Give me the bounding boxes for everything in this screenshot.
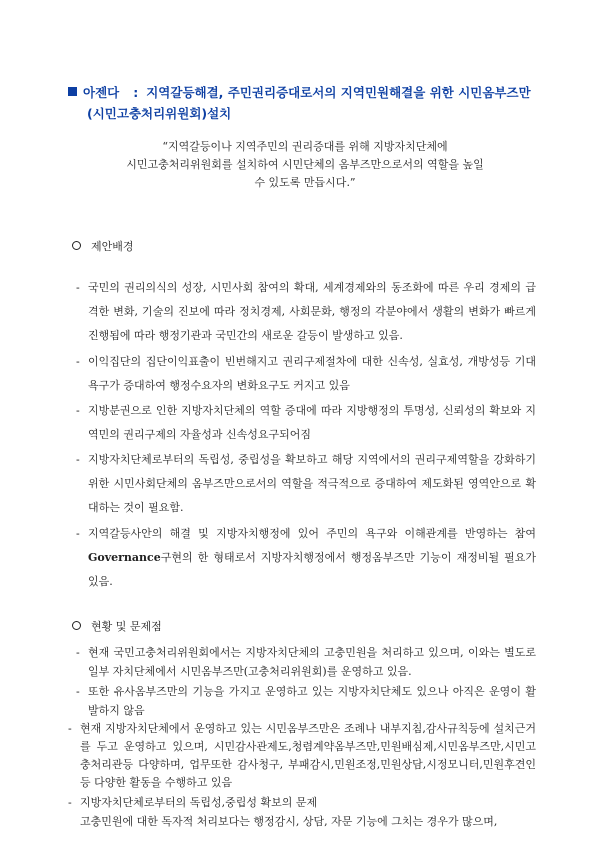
list-item bbox=[68, 793, 536, 812]
section-title: 제안배경 bbox=[91, 240, 134, 253]
dash-bullet: - bbox=[76, 281, 80, 294]
list-item bbox=[80, 812, 540, 831]
list-item bbox=[76, 350, 536, 398]
list-item-text: 지방자치단체로부터의 독립성, 중립성을 확보하고 해당 지역에서의 권리구제역할을 강화하기 위한 시민사회단체의 옴부즈만으로서의 역할을 적극적으로 증대하여 제도화된 영역안으로 확대하는 것이 필요함. bbox=[88, 453, 536, 514]
dash-bullet: - bbox=[76, 527, 80, 540]
agenda-separator: : bbox=[133, 85, 139, 100]
quote-line-3: 수 있도록 만듭시다.” bbox=[254, 176, 356, 189]
text-segment: 구현의 한 형태로서 지방자치행정에서 행정옴부즈만 기능이 재정비될 필요가 있음. bbox=[88, 551, 536, 588]
list-item-text: 또한 유사옴부즈만의 기능을 가지고 운영하고 있는 지방자치단체도 있으나 아직은 운영이 활발하지 않음 bbox=[88, 685, 536, 717]
list-item-text: 이익집단의 집단이익표출이 빈번해지고 권리구제절차에 대한 신속성, 실효성, 개방성등 기대욕구가 증대하여 행정수요자의 변화요구도 커지고 있음 bbox=[88, 355, 536, 392]
list-item-text bbox=[76, 522, 536, 594]
list-item bbox=[68, 720, 536, 792]
agenda-title-line2: (시민고충처리위원회)설치 bbox=[87, 106, 232, 121]
governance-term: Governance bbox=[88, 551, 161, 564]
list-item bbox=[76, 399, 536, 447]
quote-block bbox=[90, 138, 520, 192]
circle-bullet-icon bbox=[72, 241, 81, 250]
list-item-text: 지방자치단체로부터의 독립성,중립성 확보의 문제 bbox=[80, 796, 318, 809]
dash-bullet: - bbox=[68, 722, 72, 735]
list-item-text: 지방분권으로 인한 지방자치단체의 역할 증대에 따라 지방행정의 투명성, 신뢰성의 확보와 지역민의 권리구제의 자율성과 신속성요구되어짐 bbox=[88, 404, 536, 441]
square-bullet-icon bbox=[68, 87, 77, 96]
agenda-heading bbox=[68, 82, 548, 124]
circle-bullet-icon bbox=[72, 621, 81, 630]
list-item-text: 현재 지방자치단체에서 운영하고 있는 시민옴부즈만은 조례나 내부지침,감사규칙등에 설치근거를 두고 운영하고 있으며, 시민감사관제도,청렴계약옴부즈만,민원배심제,시민옴부즈만,시민고충처리관등 다양하며, 업무또한 감사청구, 부패감시,민원조정,민원상담,시정모니터,민원후견인등 다양한 활동을 수행하고 있음 bbox=[80, 722, 536, 789]
section-title: 현황 및 문제점 bbox=[91, 620, 162, 633]
quote-line-2: 시민고충처리위원회를 설치하여 시민단체의 옴부즈만으로서의 역할을 높일 bbox=[126, 158, 484, 171]
dash-bullet: - bbox=[76, 646, 80, 659]
list-item bbox=[76, 522, 536, 594]
text-segment: 지역갈등사안의 해결 및 지방자치행정에 있어 주민의 욕구와 이해관계를 반영하는 참여 bbox=[88, 527, 536, 540]
list-item bbox=[76, 448, 536, 520]
section-heading-background bbox=[72, 238, 134, 254]
list-item bbox=[76, 682, 536, 720]
dash-bullet: - bbox=[76, 404, 80, 417]
dash-bullet: - bbox=[68, 796, 72, 809]
agenda-title-line1: 지역갈등해결, 주민권리증대로서의 지역민원해결을 위한 시민옴부즈만 bbox=[146, 85, 531, 100]
list-item bbox=[76, 643, 536, 681]
list-item-text: 고충민원에 대한 독자적 처리보다는 행정감시, 상담, 자문 기능에 그치는 경우가 많으며, bbox=[80, 815, 498, 828]
section-heading-status bbox=[72, 618, 162, 634]
dash-bullet: - bbox=[76, 355, 80, 368]
agenda-keyword: 아젠다 bbox=[83, 85, 120, 100]
quote-line-1: “지역갈등이나 지역주민의 권리증대를 위해 지방자치단체에 bbox=[162, 140, 448, 153]
dash-bullet: - bbox=[76, 685, 80, 698]
list-item-text: 현재 국민고충처리위원회에서는 지방자치단체의 고충민원을 처리하고 있으며, 이와는 별도로 일부 자치단체에서 시민옴부즈만(고충처리위원회)를 운영하고 있음. bbox=[88, 646, 536, 678]
list-item bbox=[76, 276, 536, 348]
dash-bullet: - bbox=[76, 453, 80, 466]
list-item-text: 국민의 권리의식의 성장, 시민사회 참여의 확대, 세계경제와의 동조화에 따른 우리 경제의 급격한 변화, 기술의 진보에 따라 정치경제, 사회문화, 행정의 각분야에서 생활의 변화가 빠르게 진행됨에 따라 행정기관과 국민간의 새로운 갈등이 발생하고 있음. bbox=[88, 281, 536, 342]
